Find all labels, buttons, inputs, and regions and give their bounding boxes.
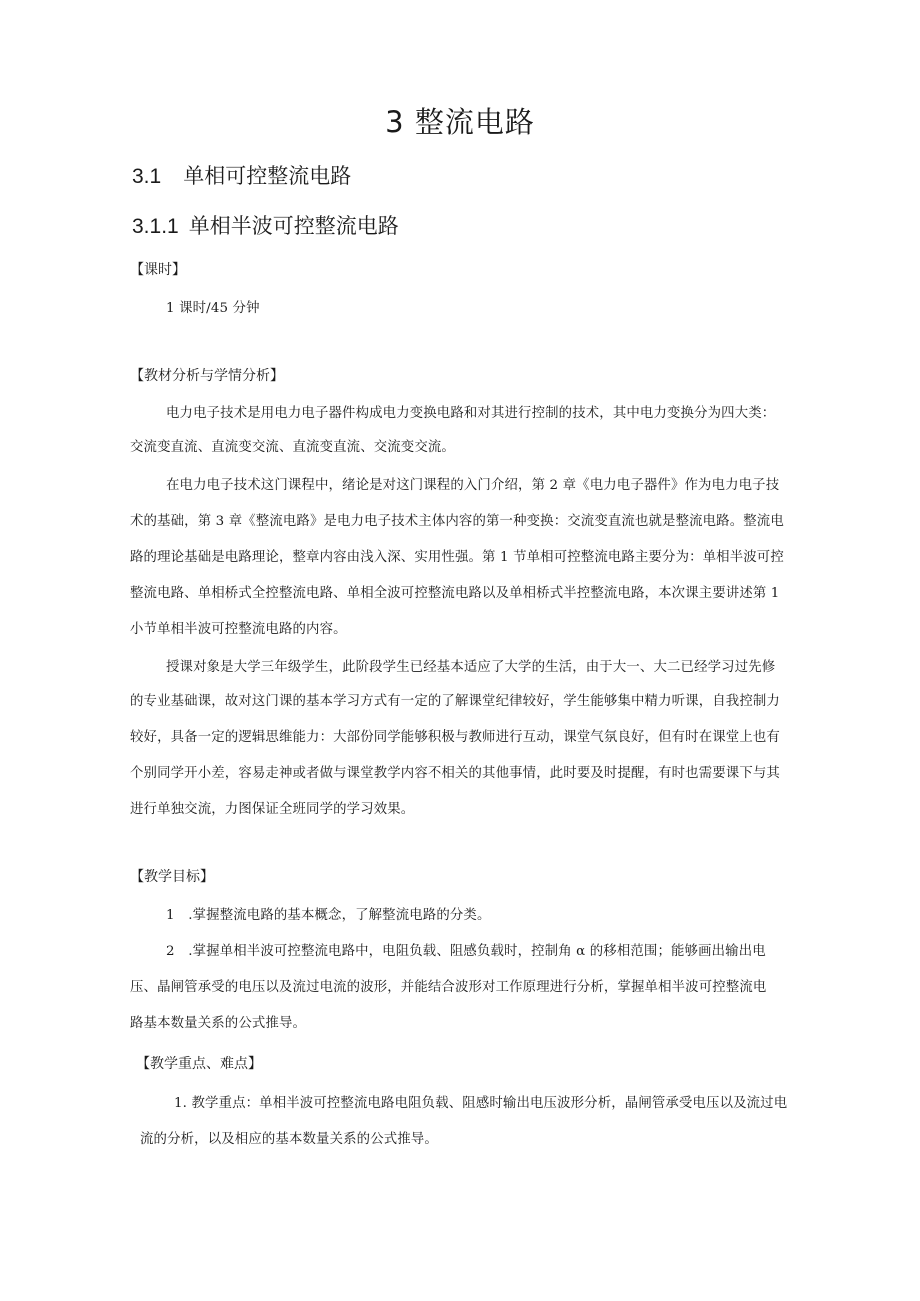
analysis-line: 进行单独交流，力图保证全班同学的学习效果。: [130, 802, 415, 817]
objective-line: 1 .掌握整流电路的基本概念，了解整流电路的分类。: [166, 908, 491, 923]
analysis-line: 路的理论基础是电路理论，整章内容由浅入深、实用性强。第 1 节单相可控整流电路主要分为：单相半波可控: [130, 550, 784, 565]
analysis-line: 交流变直流、直流变交流、直流变直流、交流变交流。: [130, 440, 455, 455]
analysis-line: 授课对象是大学三年级学生，此阶段学生已经基本适应了大学的生活，由于大一、大二已经学习过先修: [166, 660, 776, 675]
key-point-line: 流的分析，以及相应的基本数量关系的公式推导。: [140, 1132, 438, 1147]
class-hours-heading: 【课时】: [130, 262, 186, 278]
analysis-line: 个别同学开小差，容易走神或者做与课堂教学内容不相关的其他事情，此时要及时提醒，有时也需要课下与其: [130, 766, 780, 781]
analysis-heading: 【教材分析与学情分析】: [130, 368, 284, 384]
objective-line: 2 .掌握单相半波可控整流电路中，电阻负载、阻感负载时，控制角 α 的移相范围；能够画出输出电: [166, 944, 766, 959]
class-hours-value: 1 课时/45 分钟: [166, 301, 260, 316]
objectives-heading: 【教学目标】: [130, 869, 214, 885]
analysis-line: 整流电路、单相桥式全控整流电路、单相全波可控整流电路以及单相桥式半控整流电路，本次课主要讲述第 1: [130, 586, 780, 601]
section-heading: [132, 160, 351, 190]
analysis-line: 较好，具备一定的逻辑思维能力：大部份同学能够积极与教师进行互动，课堂气氛良好，但有时在课堂上也有: [130, 730, 780, 745]
section-number: 3.1: [132, 165, 162, 188]
section-title: 单相可控整流电路: [183, 164, 352, 188]
objective-line: 压、晶闸管承受的电压以及流过电流的波形，并能结合波形对工作原理进行分析，掌握单相半波可控整流电: [130, 980, 767, 995]
subsection-title: 单相半波可控整流电路: [188, 214, 399, 238]
chapter-title: 3 整流电路: [385, 105, 535, 139]
analysis-line: 的专业基础课，故对这门课的基本学习方式有一定的了解课堂纪律较好，学生能够集中精力听课，自我控制力: [130, 694, 780, 709]
key-points-heading: 【教学重点、难点】: [136, 1056, 262, 1072]
analysis-line: 小节单相半波可控整流电路的内容。: [130, 622, 347, 637]
analysis-line: 在电力电子技术这门课程中，绪论是对这门课程的入门介绍，第 2 章《电力电子器件》作为电力电子技: [166, 478, 780, 493]
analysis-line: 术的基础，第 3 章《整流电路》是电力电子技术主体内容的第一种变换：交流变直流也就是整流电路。整流电: [130, 514, 784, 529]
key-point-line: 1. 教学重点：单相半波可控整流电路电阻负载、阻感时输出电压波形分析，晶闸管承受电压以及流过电: [174, 1096, 788, 1111]
analysis-line: 电力电子技术是用电力电子器件构成电力变换电路和对其进行控制的技术，其中电力变换分为四大类：: [166, 406, 776, 421]
subsection-number: 3.1.1: [132, 215, 179, 238]
subsection-heading: [132, 210, 399, 240]
objective-line: 路基本数量关系的公式推导。: [130, 1016, 307, 1031]
